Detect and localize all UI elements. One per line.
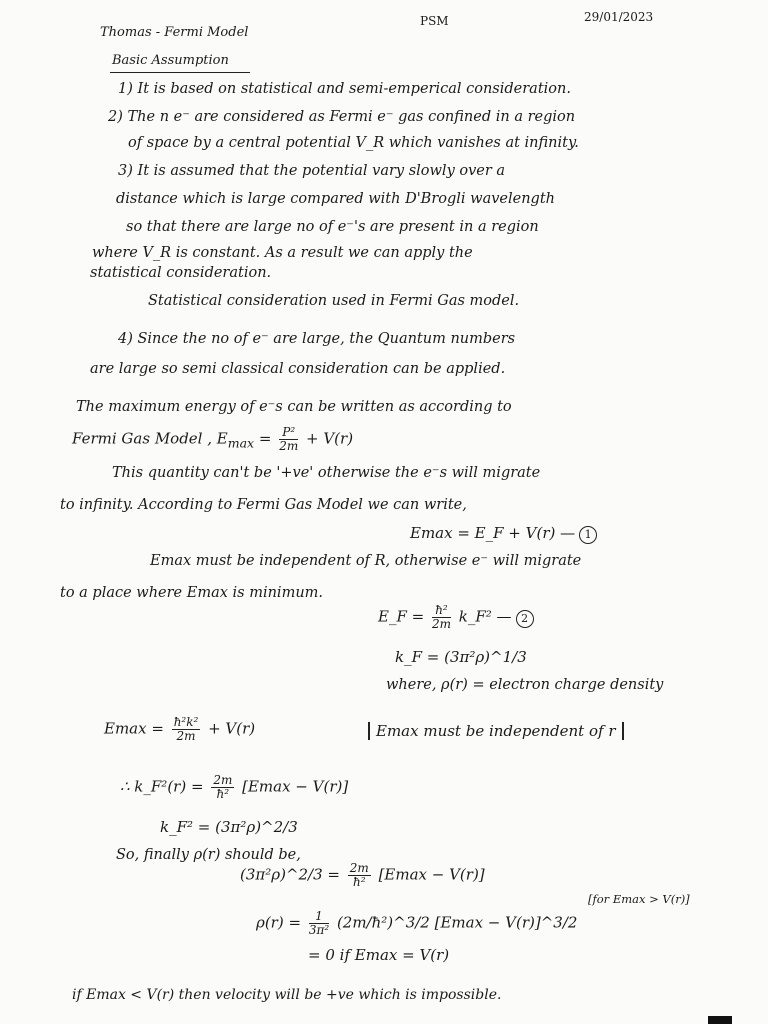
- text-last-line: if Emax < V(r) then velocity will be +ve which is impossible.: [72, 987, 502, 1003]
- eq-1: Emax = E_F + V(r) — 1: [410, 524, 597, 544]
- eq-density-def: where, ρ(r) = electron charge density: [386, 677, 664, 693]
- eq-10-condition: [for Emax > V(r)]: [588, 892, 690, 906]
- text-infinity: to infinity. According to Fermi Gas Model we can write,: [60, 497, 467, 513]
- assumption-3c: so that there are large no of e⁻'s are present in a region: [126, 219, 539, 235]
- eq-2: E_F = $\frac{\text{ħ²}}{2m}$ k_F² — 2: [378, 604, 534, 631]
- eq-kf: k_F = (3π²ρ)^1/3: [395, 648, 527, 666]
- assumption-3e: statistical consideration.: [90, 265, 272, 281]
- page-edge-mark: [708, 1016, 732, 1024]
- eq-emax-fermi: Fermi Gas Model , $E_{max}$ = $\frac{\text{P²}}{2m}$ + V(r): [72, 425, 354, 453]
- eq-emax-note: Emax must be independent of r: [368, 722, 624, 740]
- section-heading: Basic Assumption: [112, 53, 229, 68]
- text-minimum: to a place where Emax is minimum.: [60, 585, 324, 601]
- text-independent: Emax must be independent of R, otherwise e⁻ will migrate: [150, 553, 582, 569]
- page-title: Thomas - Fermi Model: [100, 25, 249, 40]
- eq-9: (3π²ρ)^2/3 = $\frac{2m}{\text{ħ²}}$ [Emax − V(r)]: [240, 861, 485, 889]
- eq-kf-squared: k_F² = (3π²ρ)^2/3: [160, 818, 298, 836]
- assumption-4b: are large so semi classical consideration can be applied.: [90, 361, 506, 377]
- eq-kf-r: ∴ k_F²(r) = $\frac{2m}{\text{ħ²}}$ [Emax − V(r)]: [120, 773, 349, 801]
- assumption-3a: 3) It is assumed that the potential vary slowly over a: [118, 163, 506, 179]
- text-max-energy: The maximum energy of e⁻s can be written as according to: [76, 399, 512, 415]
- text-quantity: This quantity can't be '+ve' otherwise the e⁻s will migrate: [112, 465, 541, 481]
- heading-underline: [110, 72, 250, 73]
- assumption-1: 1) It is based on statistical and semi-emperical consideration.: [118, 81, 571, 97]
- eq-emax-k: Emax = $\frac{\text{ħ²k²}}{2m}$ + V(r): [104, 715, 256, 743]
- assumption-2a: 2) The n e⁻ are considered as Fermi e⁻ gas confined in a region: [108, 109, 576, 125]
- assumption-3f: Statistical consideration used in Fermi Gas model.: [148, 293, 520, 309]
- eq-11: = 0 if Emax = V(r): [308, 946, 450, 964]
- header-initials: PSM: [420, 14, 449, 28]
- assumption-3d: where V_R is constant. As a result we can apply the: [92, 245, 473, 261]
- eq-10: ρ(r) = $\frac{1}{\text{3π²}}$ (2m/ħ²)^3/2 [Emax − V(r)]^3/2: [256, 909, 578, 937]
- header-date: 29/01/2023: [584, 10, 654, 24]
- assumption-3b: distance which is large compared with D'Brogli wavelength: [116, 191, 555, 207]
- text-finally: So, finally ρ(r) should be,: [116, 847, 301, 863]
- assumption-2b: of space by a central potential V_R which vanishes at infinity.: [128, 135, 579, 151]
- assumption-4a: 4) Since the no of e⁻ are large, the Quantum numbers: [118, 331, 516, 347]
